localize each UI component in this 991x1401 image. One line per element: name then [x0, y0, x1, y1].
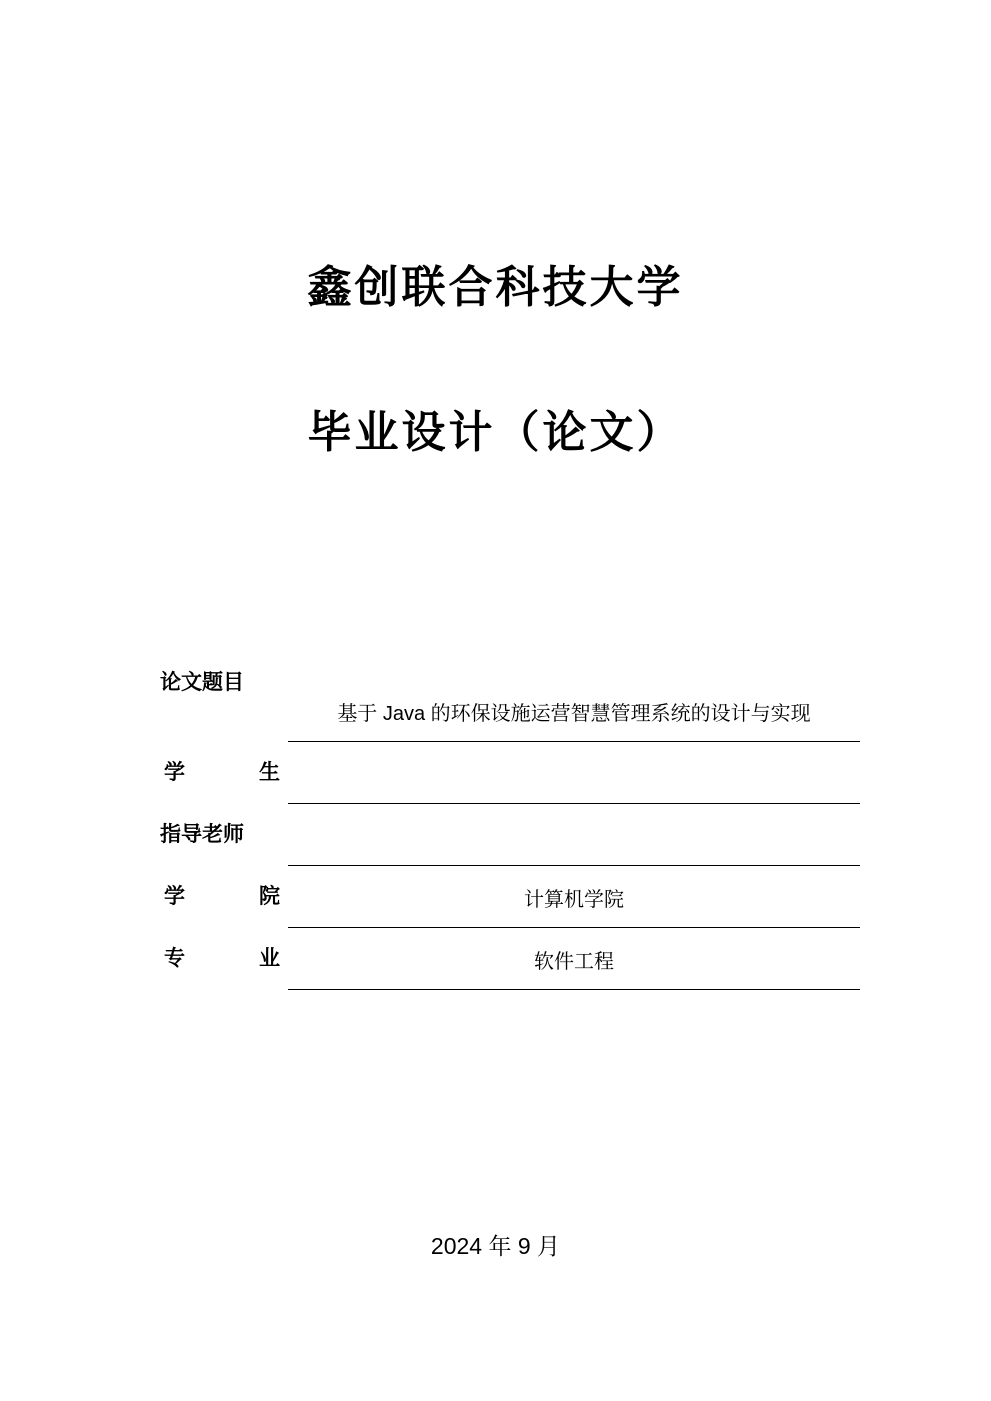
- field-row-student: [160, 742, 860, 804]
- field-value-student[interactable]: [288, 770, 860, 804]
- field-row-thesis-title: [160, 646, 860, 742]
- field-label-college-char-1: 学: [164, 884, 185, 908]
- field-label-major-char-1: 专: [164, 946, 185, 970]
- field-label-student-char-2: 生: [259, 760, 280, 784]
- field-value-major[interactable]: 软件工程: [288, 943, 860, 990]
- field-value-college[interactable]: 计算机学院: [288, 881, 860, 928]
- field-value-thesis-title[interactable]: 基于 Java 的环保设施运营智慧管理系统的设计与实现: [288, 693, 860, 742]
- field-label-advisor: 指导老师: [160, 822, 244, 846]
- field-label-student: [160, 756, 288, 804]
- field-label-thesis-title: 论文题目: [160, 670, 244, 694]
- cover-fields: [160, 646, 860, 990]
- field-label-student-char-1: 学: [164, 760, 185, 784]
- field-row-advisor: [160, 804, 860, 866]
- field-label-major-char-2: 业: [259, 946, 280, 970]
- cover-date: 2024 年 9 月: [430, 1233, 561, 1259]
- field-label-college-char-2: 院: [259, 884, 280, 908]
- field-label-college: [160, 880, 288, 928]
- university-name: 鑫创联合科技大学: [307, 263, 684, 312]
- field-label-major: [160, 942, 288, 990]
- title-block: [0, 0, 991, 460]
- field-row-major: [160, 928, 860, 990]
- document-type-title: 毕业设计（论文）: [307, 407, 684, 457]
- field-row-college: [160, 866, 860, 928]
- field-value-advisor[interactable]: [288, 832, 860, 866]
